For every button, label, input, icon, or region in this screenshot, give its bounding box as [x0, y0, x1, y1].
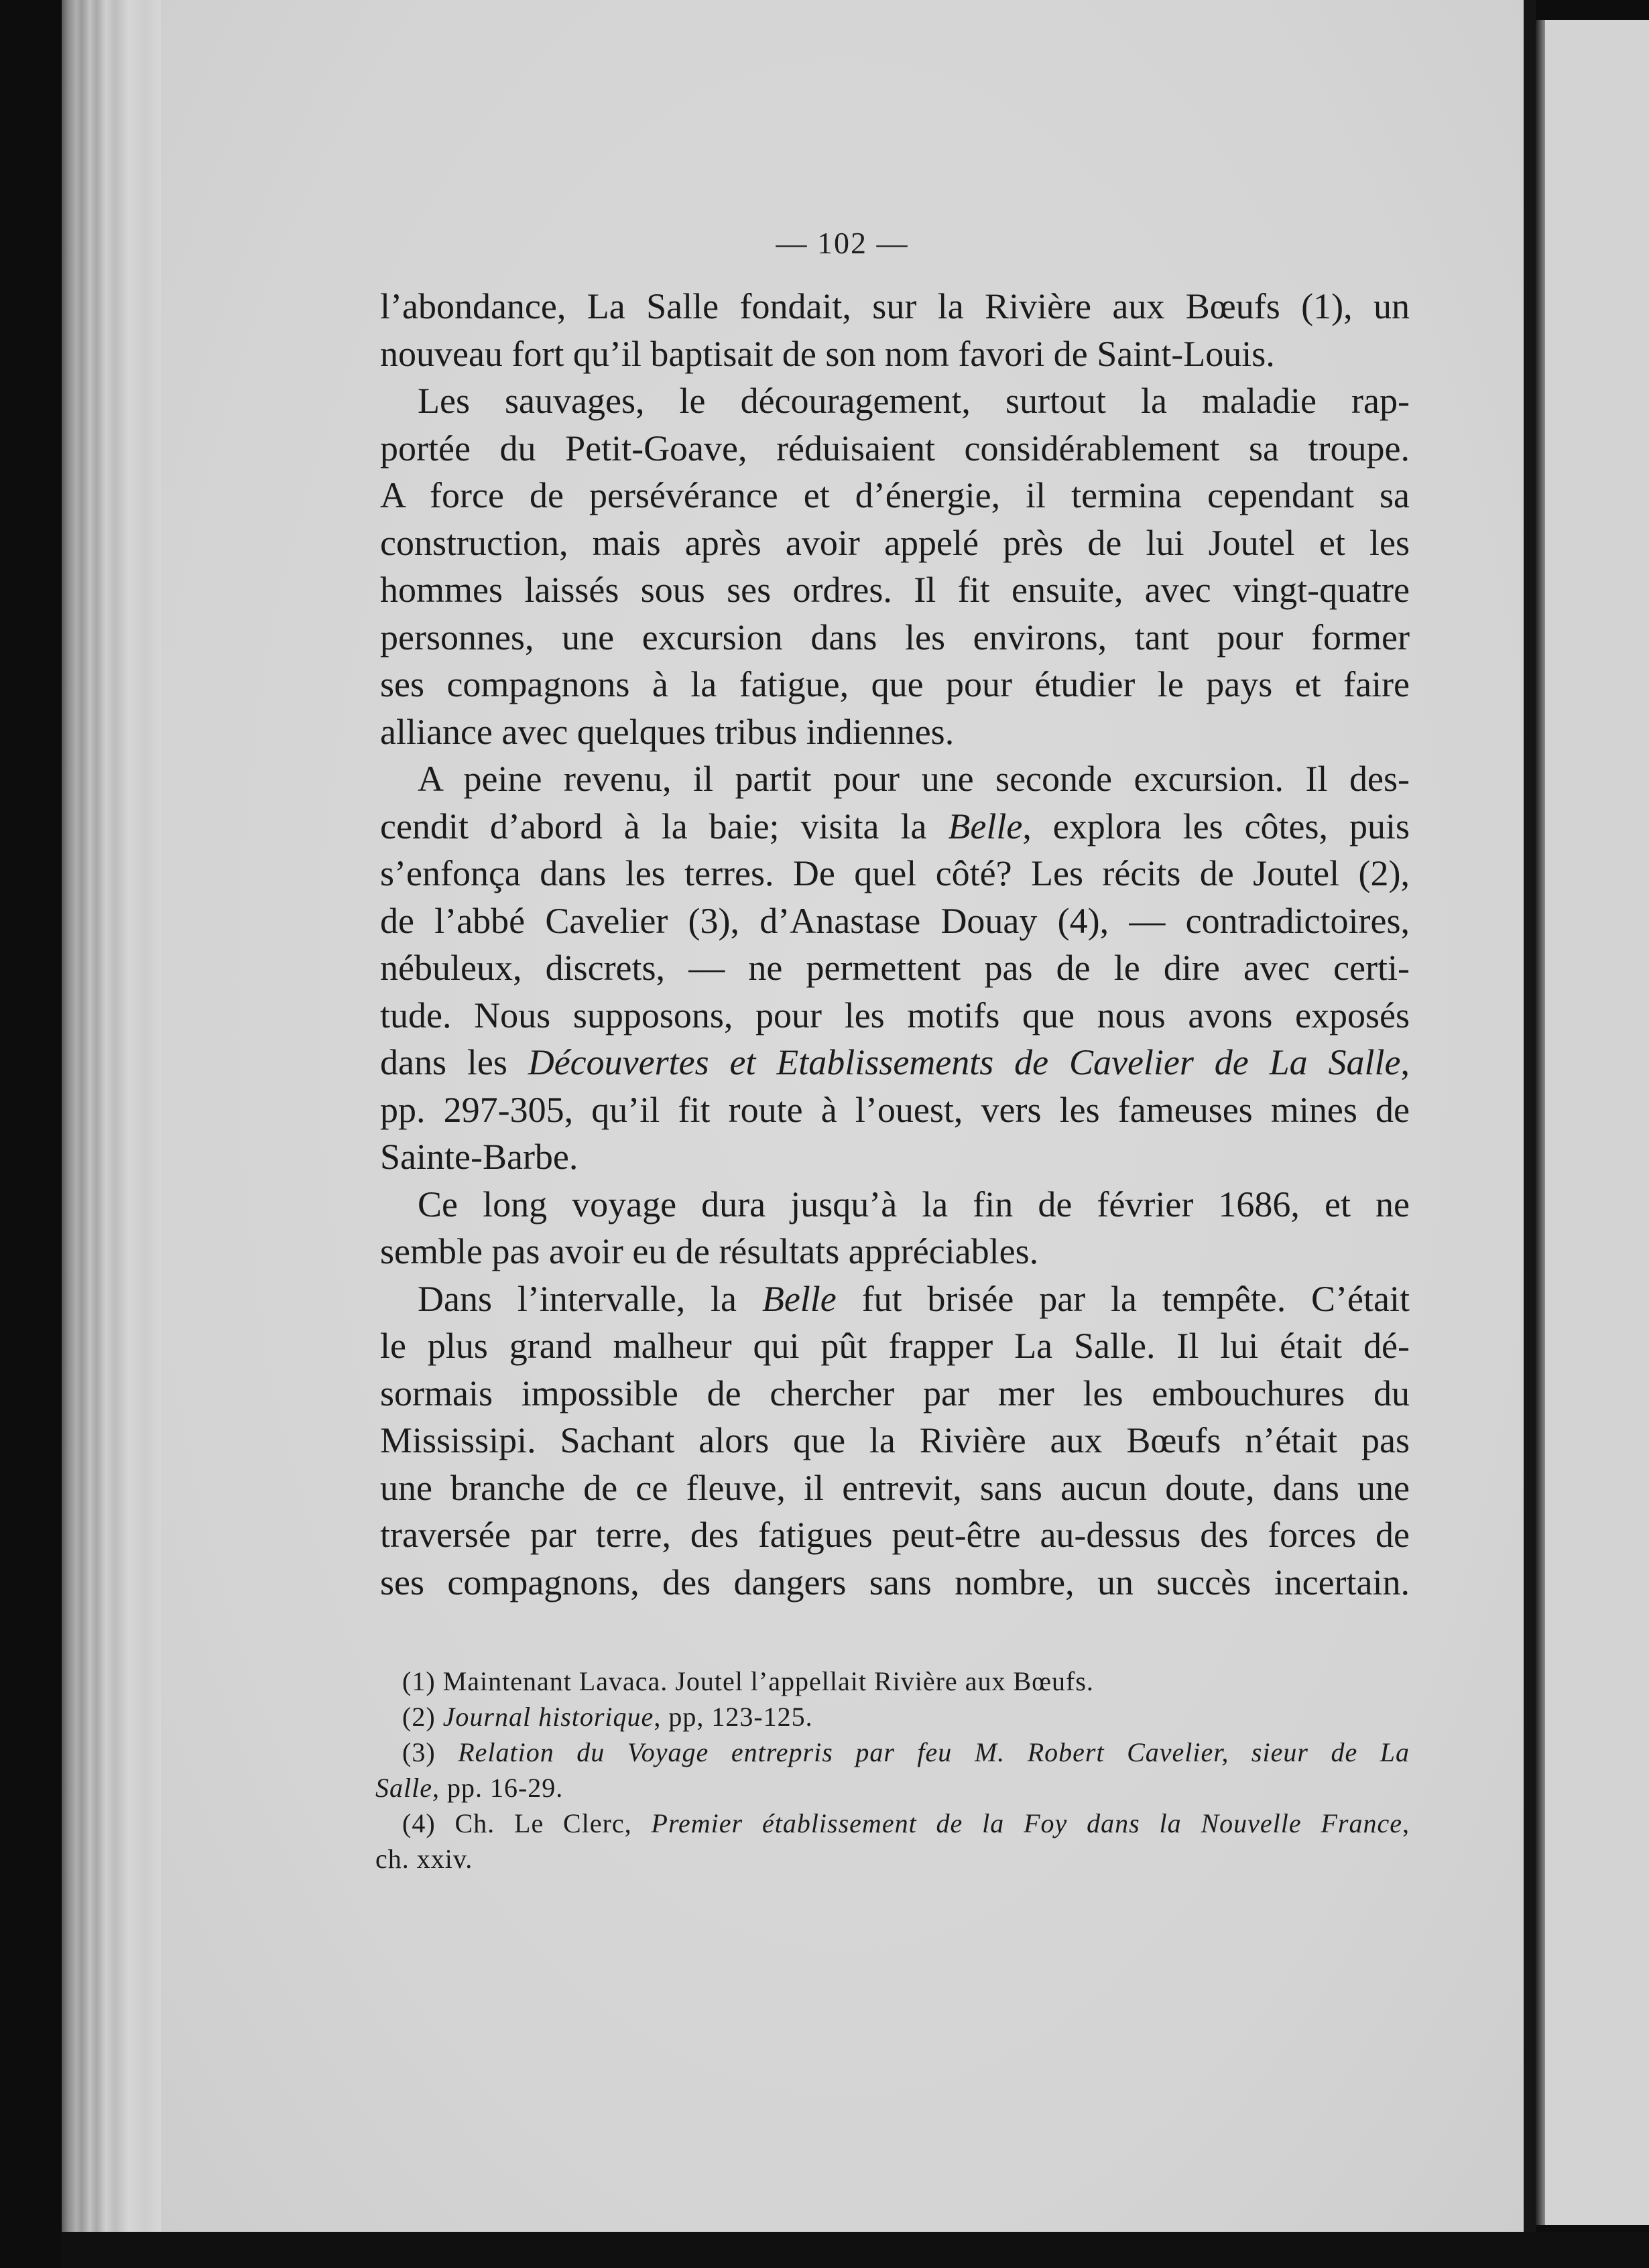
italic-ship-name: Belle [761, 1278, 837, 1319]
text-line: nébuleux, discrets, — ne permettent pas de le dire avec certi- [380, 948, 1410, 988]
text-line: nouveau fort qu’il baptisait de son nom favori de Saint-Louis. [380, 333, 1275, 374]
text-fragment: cendit d’abord à la baie; visita la [380, 806, 949, 846]
page-stack-edges [62, 0, 162, 2232]
text-line: alliance avec quelques tribus indiennes. [380, 711, 955, 752]
text-line: traversée par terre, des fatigues peut-être au-dessus des forces de [380, 1515, 1410, 1555]
italic-book-title: Découvertes et Etablissements de Cavelier de La Salle [528, 1042, 1401, 1082]
scan-bottom-border [62, 2232, 1649, 2268]
text-line: semble pas avoir eu de résultats appréciables. [380, 1231, 1039, 1271]
text-line: tude. Nous supposons, pour les motifs que nous avons exposés [380, 995, 1410, 1035]
text-line: ses compagnons, des dangers sans nombre, un succès incertain. [380, 1562, 1410, 1602]
footnote-author: (4) Ch. Le Clerc, [402, 1808, 652, 1838]
text-line: construction, mais après avoir appelé près de lui Joutel et les [380, 522, 1410, 563]
footnote-2 [375, 1699, 1410, 1735]
footnote-number: (2) [402, 1702, 443, 1732]
footnote-pages: , pp. 16-29. [432, 1773, 564, 1803]
next-page-sliver [1536, 20, 1649, 2225]
text-line: Ce long voyage dura jusqu’à la fin de février 1686, et ne [418, 1184, 1410, 1224]
text-line: s’enfonça dans les terres. De quel côté? Les récits de Joutel (2), [380, 853, 1410, 893]
page-gutter-shadow [1524, 0, 1536, 2232]
text-line: Mississipi. Sachant alors que la Rivière aux Bœufs n’était pas [380, 1420, 1410, 1460]
text-fragment: , explora les côtes, puis [1022, 806, 1410, 846]
body-text [380, 283, 1410, 1606]
next-page-edge-shadow [1536, 20, 1545, 2225]
footnote-title: Relation du Voyage entrepris par feu M. Robert Cavelier, sieur de La [458, 1737, 1410, 1767]
italic-ship-name: Belle [948, 806, 1023, 846]
text-line: pp. 297-305, qu’il fit route à l’ouest, vers les fameuses mines de [380, 1089, 1410, 1130]
text-line: une branche de ce fleuve, il entrevit, sans aucun doute, dans une [380, 1467, 1410, 1508]
footnote-4-continued: ch. xxiv. [375, 1844, 473, 1874]
text-line [380, 1039, 1410, 1086]
text-line [380, 1275, 1410, 1323]
page-number: — 102 — [776, 226, 909, 260]
text-line: Les sauvages, le découragement, surtout la maladie rap- [418, 381, 1410, 421]
footnote-3-continued [375, 1770, 1410, 1806]
footnote-1: (1) Maintenant Lavaca. Joutel l’appellait Rivière aux Bœufs. [402, 1666, 1094, 1696]
footnote-4 [375, 1806, 1410, 1841]
text-line: sormais impossible de chercher par mer les embouchures du [380, 1373, 1410, 1413]
footnote-number: (3) [402, 1737, 459, 1767]
text-fragment: , [1400, 1042, 1410, 1082]
text-line: Sainte-Barbe. [380, 1137, 578, 1177]
text-line: portée du Petit-Goave, réduisaient considérablement sa troupe. [380, 428, 1410, 468]
footnote-title: Premier établissement de la Foy dans la Nouvelle France [651, 1808, 1402, 1838]
footnotes [375, 1663, 1410, 1877]
text-line: hommes laissés sous ses ordres. Il fit ensuite, avec vingt-quatre [380, 570, 1410, 610]
footnote-punct: , [1402, 1808, 1410, 1838]
text-fragment: Dans l’intervalle, la [418, 1278, 762, 1319]
text-line: de l’abbé Cavelier (3), d’Anastase Douay (4), — contradictoires, [380, 900, 1410, 941]
footnote-title: Salle [375, 1773, 432, 1803]
footnote-3 [375, 1735, 1410, 1770]
text-line: l’abondance, La Salle fondait, sur la Rivière aux Bœufs (1), un [380, 286, 1410, 326]
text-fragment: dans les [380, 1042, 528, 1082]
text-line: le plus grand malheur qui pût frapper La Salle. Il lui était dé- [380, 1326, 1410, 1366]
text-fragment: fut brisée par la tempête. C’était [836, 1278, 1410, 1319]
text-line: ses compagnons à la fatigue, que pour étudier le pays et faire [380, 664, 1410, 704]
text-line: A peine revenu, il partit pour une seconde excursion. Il des- [418, 759, 1410, 799]
text-line: personnes, une excursion dans les environs, tant pour former [380, 617, 1410, 657]
text-line [380, 803, 1410, 850]
footnote-pages: , pp, 123-125. [654, 1702, 813, 1732]
text-line: A force de persévérance et d’énergie, il termina cependant sa [380, 475, 1410, 515]
footnote-title: Journal historique [442, 1702, 654, 1732]
